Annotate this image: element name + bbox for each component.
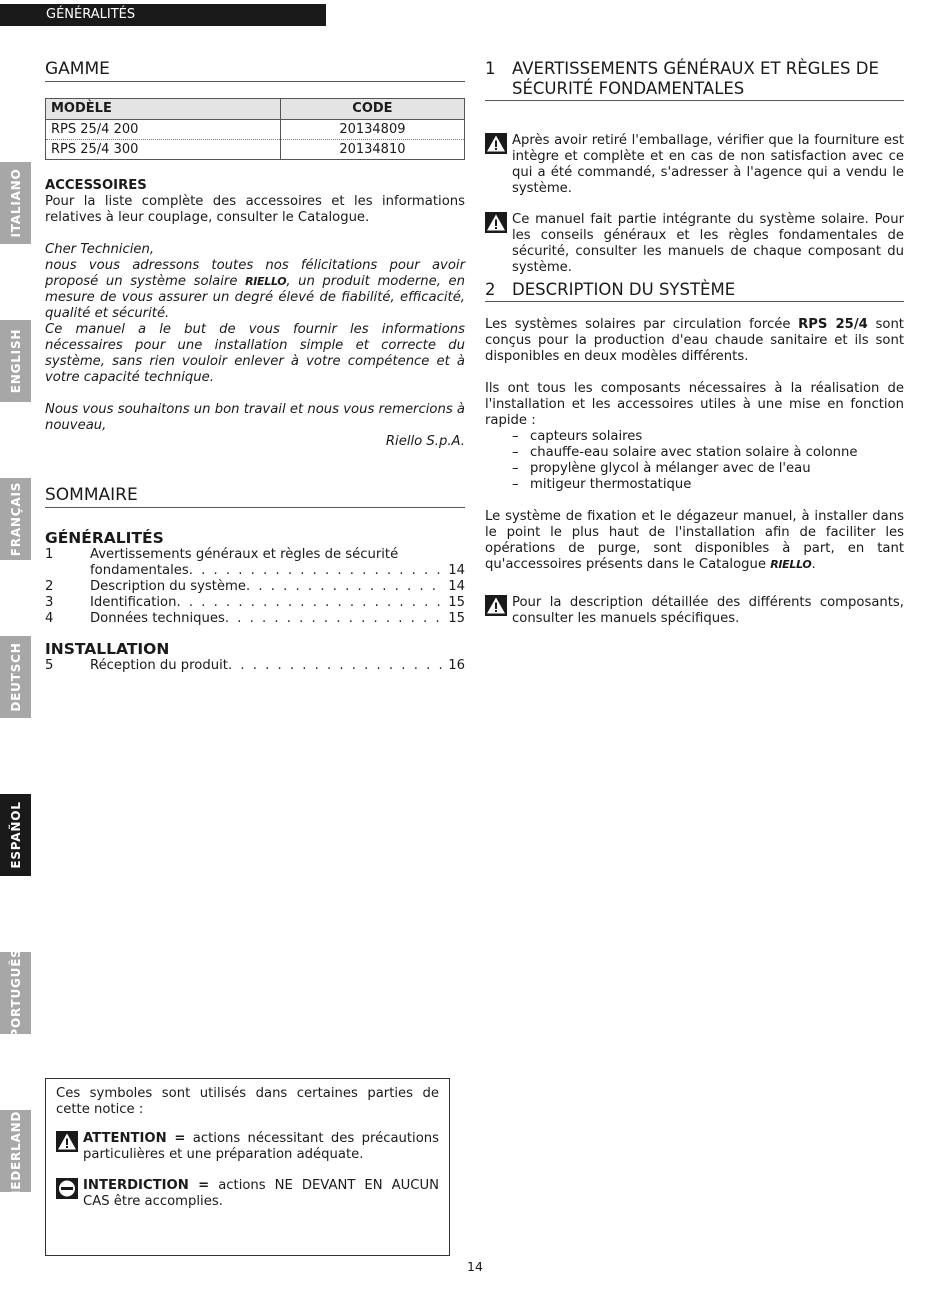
letter [45, 242, 465, 450]
interdiction-symbol-row [56, 1178, 439, 1210]
section-2-paragraph-2: Ils ont tous les composants nécessaires à la réalisation de l'installation et les accessoires utiles à une mise en fonction rapide : [485, 381, 904, 428]
tab-espanol[interactable]: ESPAÑOL [0, 794, 31, 876]
toc-item-label: Réception du produit [90, 658, 228, 673]
symbols-box [45, 1078, 450, 1256]
toc-item-number: 1 [45, 547, 54, 562]
letter-salutation: Cher Technicien, [45, 242, 155, 257]
toc-item-page: 14 [448, 563, 465, 578]
riello-logo: RIELLO [770, 558, 812, 571]
table-header-model: MODÈLE [46, 99, 281, 120]
list-item: – propylène glycol à mélanger avec de l'eau [512, 461, 904, 477]
gamme-table-wrap [45, 98, 465, 160]
symbols-intro: Ces symboles sont utilisés dans certaines parties de cette notice : [56, 1086, 439, 1117]
letter-signature: Riello S.p.A. [385, 434, 465, 449]
toc-group-heading: INSTALLATION [45, 640, 170, 658]
section-2-body [485, 317, 904, 627]
interdiction-label: INTERDICTION = [83, 1178, 210, 1193]
toc-group-heading: GÉNÉRALITÉS [45, 529, 164, 547]
list-item: – mitigeur thermostatique [512, 477, 904, 493]
table-cell-model: RPS 25/4 300 [46, 140, 281, 160]
accessoires-heading: ACCESSOIRES [45, 178, 147, 193]
letter-paragraph-3: Nous vous souhaitons un bon travail et nous vous remercions à nouveau, [45, 402, 465, 433]
toc-item-number: 5 [45, 658, 54, 673]
toc-item-label-line: Avertissements généraux et règles de sécurité [90, 547, 399, 562]
table-cell-model: RPS 25/4 200 [46, 120, 281, 140]
toc-item-label: Description du système [90, 579, 247, 594]
section-1-number: 1 [485, 59, 496, 78]
warning-triangle-icon [56, 1131, 78, 1152]
toc-item[interactable] [45, 611, 465, 627]
attention-symbol-row [56, 1131, 439, 1163]
prohibition-icon [56, 1178, 78, 1199]
section-1-title: 1 AVERTISSEMENTS GÉNÉRAUX ET RÈGLES DE SÉCURITÉ FONDAMENTALES [485, 59, 904, 101]
toc-item[interactable] [45, 547, 465, 563]
toc-item-continuation[interactable] [45, 563, 465, 579]
attention-text: actions nécessitant des précautions particulières et une préparation adéquate. [83, 1131, 440, 1162]
toc-item[interactable] [45, 595, 465, 611]
section-1-warning-2 [485, 212, 904, 276]
table-row [46, 140, 465, 160]
table-row [46, 120, 465, 140]
riello-logo: RIELLO [245, 275, 287, 288]
interdiction-text: actions NE DEVANT EN AUCUN CAS être accomplies. [83, 1178, 439, 1209]
toc-item-number: 3 [45, 595, 54, 610]
table-of-contents [45, 529, 465, 674]
tab-francais[interactable]: FRANÇAIS [0, 478, 31, 560]
section-2-title: 2 DESCRIPTION DU SYSTÈME [485, 280, 904, 302]
toc-item-label: fondamentales [90, 563, 189, 578]
tab-nederlands[interactable]: NEDERLANDS [0, 1110, 31, 1192]
letter-paragraph-2: Ce manuel a le but de vous fournir les informations nécessaires pour une installation simple et correcte du système, sans rien vouloir enlever à votre compétence et à votre capacité technique. [45, 322, 465, 385]
accessoires-text: Pour la liste complète des accessoires et les informations relatives à leur couplage, consulter le Catalogue. [45, 194, 465, 225]
component-list [485, 429, 904, 493]
warning-text: Pour la description détaillée des différents composants, consulter les manuels spécifiques. [512, 595, 904, 626]
page-number: 14 [467, 1259, 483, 1274]
tab-deutsch[interactable]: DEUTSCH [0, 636, 31, 718]
list-item: – chauffe-eau solaire avec station solaire à colonne [512, 445, 904, 461]
gamme-section [45, 59, 465, 82]
sommaire-title: SOMMAIRE [45, 485, 465, 508]
warning-triangle-icon [485, 595, 507, 616]
toc-item-page: 14 [448, 579, 465, 594]
section-1-warning-1 [485, 133, 904, 197]
warning-text: Ce manuel fait partie intégrante du système solaire. Pour les conseils généraux et les règles fondamentales de sécurité, consulter les manuels de chaque composant du système. [512, 212, 904, 275]
section-2 [485, 280, 904, 302]
toc-item-label: Données techniques [90, 611, 225, 626]
tab-italiano[interactable]: ITALIANO [0, 162, 31, 244]
toc-item-page: 16 [448, 658, 465, 673]
warning-triangle-icon [485, 212, 507, 233]
attention-label: ATTENTION = [83, 1131, 186, 1146]
table-cell-code: 20134810 [280, 140, 464, 160]
list-item: – capteurs solaires [512, 429, 904, 445]
toc-item-page: 15 [448, 611, 465, 626]
accessoires-section [45, 178, 465, 226]
tab-english[interactable]: ENGLISH [0, 320, 31, 402]
toc-item[interactable] [45, 658, 465, 674]
section-2-paragraph-1: Les systèmes solaires par circulation forcée RPS 25/4 sont conçus pour la production d'eau chaude sanitaire et ils sont disponibles en deux modèles différents. [485, 317, 904, 364]
gamme-table [45, 98, 465, 160]
toc-item-label: Identification [90, 595, 177, 610]
section-2-number: 2 [485, 280, 496, 299]
sommaire-section [45, 485, 465, 508]
warning-triangle-icon [485, 133, 507, 154]
section-2-warning [485, 595, 904, 627]
toc-item[interactable] [45, 579, 465, 595]
toc-item-page: 15 [448, 595, 465, 610]
toc-item-number: 2 [45, 579, 54, 594]
section-2-paragraph-3: Le système de fixation et le dégazeur manuel, à installer dans le point le plus haut de l'installation afin de faciliter les opérations de purge, sont disponibles à part, en tant qu'accessoires présents dans le Catalogue RIELLO. [485, 509, 904, 572]
gamme-title: GAMME [45, 59, 465, 82]
warning-text: Après avoir retiré l'emballage, vérifier que la fourniture est intègre et complète et en cas de non satisfaction avec ce qui a été commandé, s'adresser à l'agence qui a vendu le système. [512, 133, 904, 196]
table-header-code: CODE [280, 99, 464, 120]
toc-item-number: 4 [45, 611, 54, 626]
tab-portugues[interactable]: PORTUGUÊS [0, 952, 31, 1034]
section-header-title: GÉNÉRALITÉS [46, 7, 136, 22]
section-header-bar [0, 4, 326, 26]
table-cell-code: 20134809 [280, 120, 464, 140]
section-1 [485, 59, 904, 101]
letter-paragraph-1: nous vous adressons toutes nos félicitations pour avoir proposé un système solaire RIELLO, un produit moderne, en mesure de vous assurer un degré élevé de fiabilité, efficacité, qualité et sécurité. [45, 258, 465, 321]
